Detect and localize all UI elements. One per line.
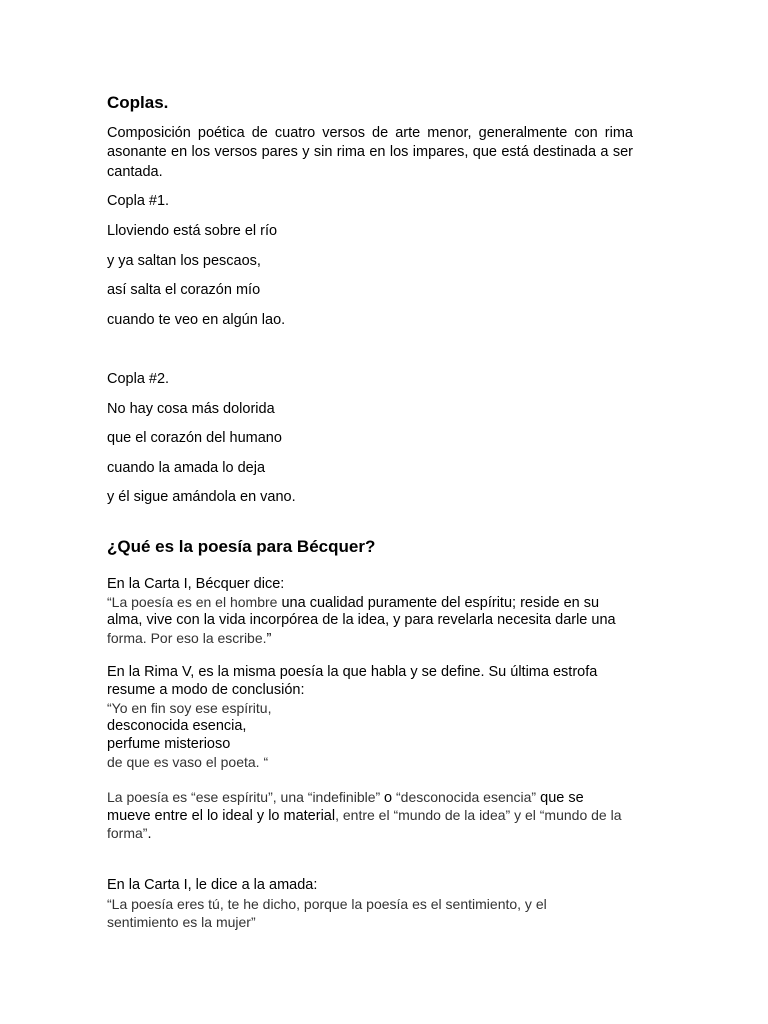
copla-1-verse-2: y ya saltan los pescaos, bbox=[107, 253, 261, 269]
rima-5-verse-4: de que es vaso el poeta. “ bbox=[107, 754, 269, 770]
rima-5-line-1: En la Rima V, es la misma poesía la que habla y se define. Su última estrofa bbox=[107, 664, 598, 680]
carta-1-intro: En la Carta I, Bécquer dice: bbox=[107, 576, 285, 592]
rima-5-verse-2: desconocida esencia, bbox=[107, 718, 247, 734]
coplas-definition-line-2: asonante en los versos pares y sin rima en los impares, que está destinada a ser bbox=[107, 144, 633, 160]
carta-1-amada-quote-line-2: sentimiento es la mujer” bbox=[107, 914, 256, 930]
summary-part: , entre el “mundo de la idea” y el “mundo de la bbox=[335, 807, 622, 823]
carta-1-quote-line-1 bbox=[107, 593, 599, 612]
coplas-definition-line-3: cantada. bbox=[107, 164, 163, 180]
carta-1-quote-line-3 bbox=[107, 629, 271, 648]
summary-line-2 bbox=[107, 806, 621, 825]
coplas-definition-line-1: Composición poética de cuatro versos de arte menor, generalmente con rima bbox=[107, 125, 633, 141]
coplas-heading: Coplas. bbox=[107, 93, 169, 112]
summary-part: . bbox=[147, 826, 152, 842]
summary-part: “desconocida esencia” bbox=[392, 789, 537, 805]
copla-2-verse-3: cuando la amada lo deja bbox=[107, 460, 266, 476]
summary-part: forma” bbox=[107, 825, 148, 841]
copla-2-verse-4: y él sigue amándola en vano. bbox=[107, 489, 296, 505]
copla-1-heading: Copla #1. bbox=[107, 193, 170, 209]
becquer-heading: ¿Qué es la poesía para Bécquer? bbox=[107, 537, 376, 556]
copla-1-verse-1: Lloviendo está sobre el río bbox=[107, 223, 278, 239]
carta-1-amada-quote-line-1: “La poesía eres tú, te he dicho, porque la poesía es el sentimiento, y el bbox=[107, 896, 547, 912]
summary-line-1 bbox=[107, 788, 584, 807]
summary-line-3 bbox=[107, 824, 151, 843]
copla-2-verse-2: que el corazón del humano bbox=[107, 430, 282, 446]
rima-5-verse-1: “Yo en fin soy ese espíritu, bbox=[107, 700, 272, 716]
summary-part: mueve entre el lo ideal y lo material bbox=[107, 808, 336, 824]
rima-5-verse-3: perfume misterioso bbox=[107, 736, 231, 752]
rima-5-line-2: resume a modo de conclusión: bbox=[107, 682, 305, 698]
copla-2-verse-1: No hay cosa más dolorida bbox=[107, 401, 275, 417]
summary-part: La poesía es “ese espíritu”, una “indefinible” bbox=[107, 789, 385, 805]
carta-1-amada-intro: En la Carta I, le dice a la amada: bbox=[107, 877, 318, 893]
copla-2-heading: Copla #2. bbox=[107, 371, 170, 387]
copla-1-verse-3: así salta el corazón mío bbox=[107, 282, 261, 298]
summary-part: que se bbox=[536, 790, 584, 806]
carta-1-quote-line-2: alma, vive con la vida incorpórea de la idea, y para revelarla necesita darle una bbox=[107, 612, 616, 628]
summary-part: o bbox=[384, 790, 393, 806]
copla-1-verse-4: cuando te veo en algún lao. bbox=[107, 312, 286, 328]
carta-1-quote-part: forma. Por eso la escribe. bbox=[107, 630, 267, 646]
carta-1-quote-part: “La poesía es en el hombre bbox=[107, 594, 278, 610]
carta-1-quote-part: una cualidad puramente del espíritu; reside en su bbox=[277, 595, 600, 611]
carta-1-quote-part: ” bbox=[266, 631, 272, 647]
